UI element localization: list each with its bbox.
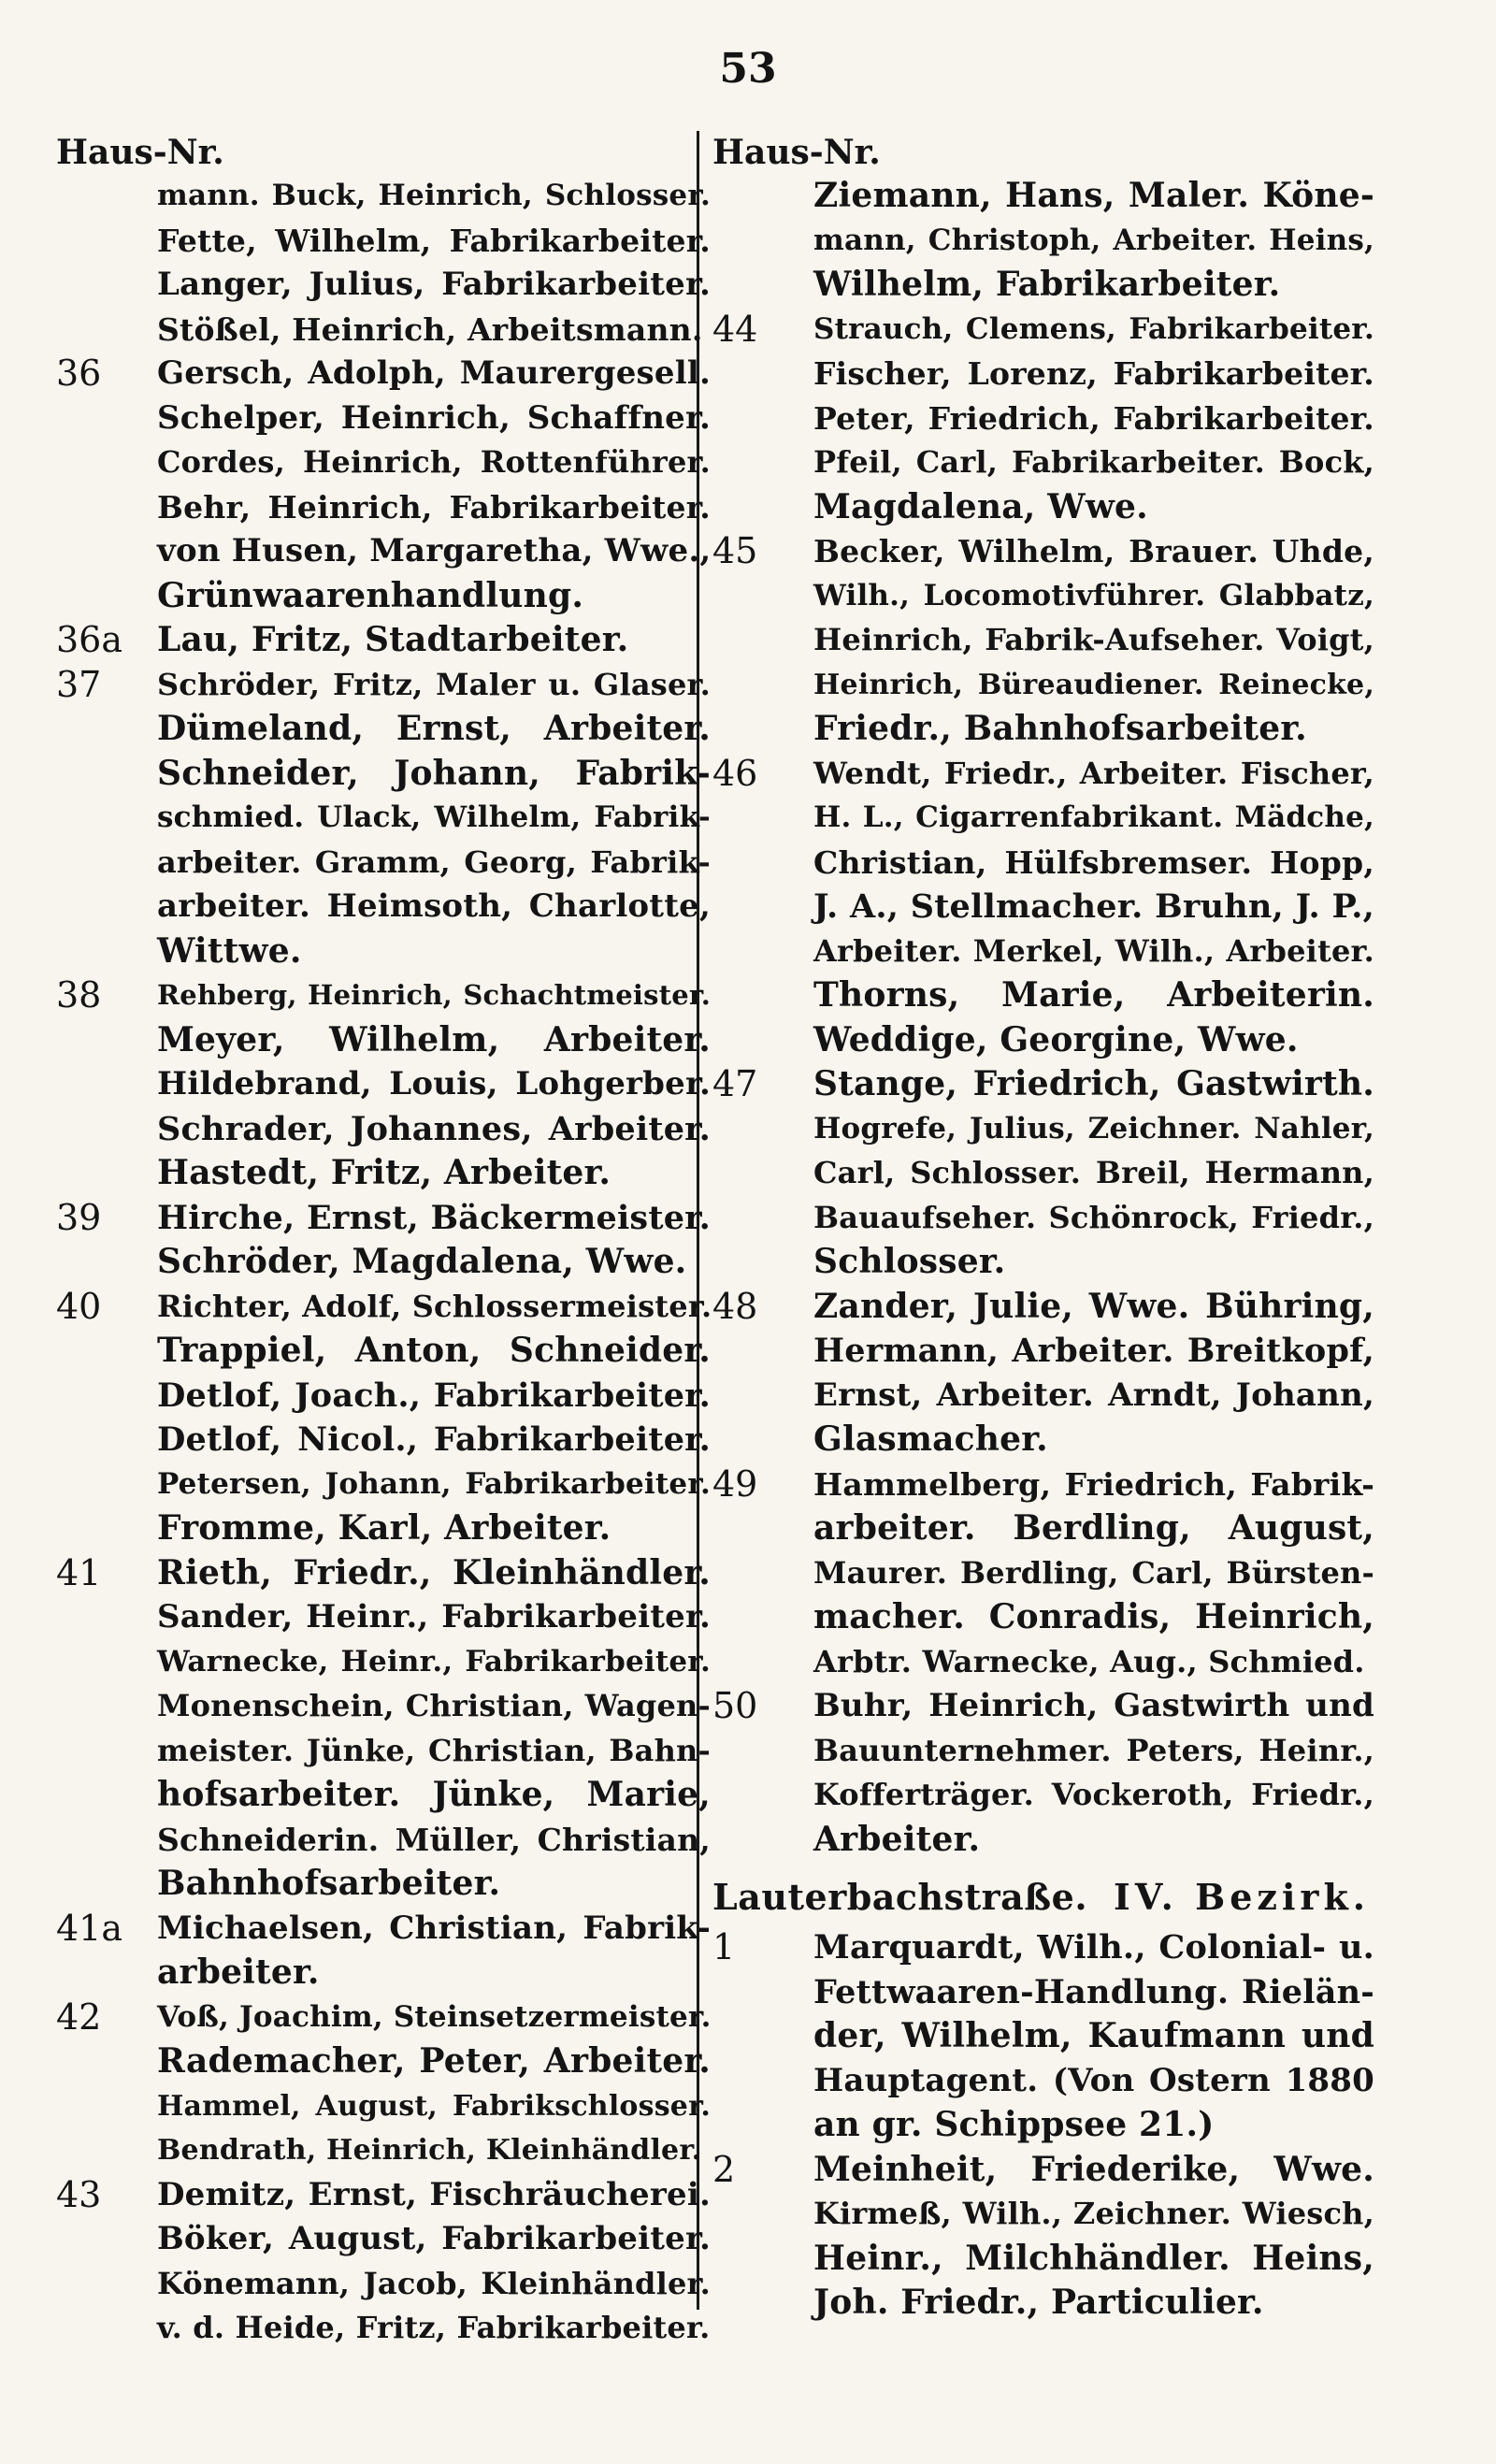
house-entry xyxy=(56,1196,711,1285)
house-entry xyxy=(56,1551,711,1907)
house-entry xyxy=(56,663,711,974)
resident-line: Fettwaaren-Handlung. Rielän- xyxy=(813,1972,1374,2011)
street-heading xyxy=(712,1869,1374,1925)
resident-line: J. A., Stellmacher. Bruhn, J. P., xyxy=(813,887,1374,926)
house-number: 45 xyxy=(712,530,758,571)
resident-line: Trappiel, Anton, Schneider. xyxy=(157,1331,711,1370)
resident-line: Carl, Schlosser. Breil, Hermann, xyxy=(813,1155,1374,1190)
resident-line: Ziemann, Hans, Maler. Köne- xyxy=(813,176,1374,215)
house-entry xyxy=(712,1925,1374,2148)
house-entry xyxy=(712,1684,1374,1862)
resident-line: von Husen, Margaretha, Wwe., xyxy=(157,532,712,569)
district-label: IV. Bezirk. xyxy=(1114,1876,1371,1918)
resident-line: Bauunternehmer. Peters, Heinr., xyxy=(813,1732,1374,1768)
house-number-header: Haus-Nr. xyxy=(56,133,224,172)
resident-line: Wilhelm, Fabrikarbeiter. xyxy=(813,265,1281,304)
resident-line: Christian, Hülfsbremser. Hopp, xyxy=(813,843,1374,881)
resident-line: Bendrath, Heinrich, Kleinhändler. xyxy=(157,2134,702,2167)
house-number: 37 xyxy=(56,663,102,705)
resident-line: Fischer, Lorenz, Fabrikarbeiter. xyxy=(813,355,1374,392)
resident-line: Schelper, Heinrich, Schaffner. xyxy=(157,398,711,437)
resident-line: Friedr., Bahnhofsarbeiter. xyxy=(813,709,1307,748)
left-column xyxy=(56,131,711,2351)
house-entry xyxy=(712,529,1374,752)
resident-line: Rademacher, Peter, Arbeiter. xyxy=(157,2041,711,2081)
house-number: 43 xyxy=(56,2173,102,2215)
resident-line: Heinrich, Fabrik-Aufseher. Voigt, xyxy=(813,622,1374,657)
resident-line: Strauch, Clemens, Fabrikarbeiter. xyxy=(813,311,1374,346)
resident-line: Wendt, Friedr., Arbeiter. Fischer, xyxy=(813,755,1374,791)
house-entry xyxy=(712,1062,1374,1285)
resident-line: Hammelberg, Friedrich, Fabrik- xyxy=(813,1465,1374,1503)
resident-line: Lau, Fritz, Stadtarbeiter. xyxy=(157,620,629,659)
resident-line: Wilh., Locomotivführer. Glabbatz, xyxy=(813,578,1374,612)
resident-line: Hirche, Ernst, Bäckermeister. xyxy=(157,1198,711,1237)
resident-line: arbeiter. Berdling, August, xyxy=(813,1508,1374,1548)
resident-line: Dümeland, Ernst, Arbeiter. xyxy=(157,709,711,748)
house-entry xyxy=(712,2148,1374,2326)
resident-line: Rieth, Friedr., Kleinhändler. xyxy=(157,1552,711,1592)
resident-line: Fromme, Karl, Arbeiter. xyxy=(157,1508,611,1548)
resident-line: Thorns, Marie, Arbeiterin. xyxy=(813,975,1374,1015)
house-entry xyxy=(712,1463,1374,1685)
resident-line: Richter, Adolf, Schlossermeister. xyxy=(157,1288,712,1324)
resident-line: Pfeil, Carl, Fabrikarbeiter. Bock, xyxy=(813,444,1374,480)
house-entry xyxy=(56,618,711,663)
house-entry xyxy=(56,174,711,352)
resident-line: Böker, August, Fabrikarbeiter. xyxy=(157,2220,711,2257)
resident-line: Schneiderin. Müller, Christian, xyxy=(157,1821,711,1858)
resident-line: Detlof, Nicol., Fabrikarbeiter. xyxy=(157,1420,711,1459)
resident-line: Magdalena, Wwe. xyxy=(813,486,1148,526)
right-column xyxy=(712,131,1374,2326)
resident-line: Detlof, Joach., Fabrikarbeiter. xyxy=(157,1376,711,1415)
street-name: Lauterbachstraße. xyxy=(712,1876,1088,1918)
house-entry xyxy=(56,1907,711,1996)
house-entry xyxy=(56,1285,711,1551)
resident-line: Heinrich, Büreaudiener. Reinecke, xyxy=(813,668,1374,701)
house-entry xyxy=(56,2173,711,2351)
resident-line: v. d. Heide, Fritz, Fabrikarbeiter. xyxy=(157,2310,711,2345)
resident-line: Arbeiter. xyxy=(813,1819,981,1859)
resident-line: Sander, Heinr., Fabrikarbeiter. xyxy=(157,1598,711,1635)
right-entries xyxy=(712,174,1374,1862)
resident-line: Schrader, Johannes, Arbeiter. xyxy=(157,1109,711,1148)
page-number: 53 xyxy=(719,45,777,93)
house-number: 44 xyxy=(712,308,758,350)
resident-line: Buhr, Heinrich, Gastwirth und xyxy=(813,1687,1374,1724)
resident-line: Arbeiter. Merkel, Wilh., Arbeiter. xyxy=(813,932,1374,969)
resident-line: Meyer, Wilhelm, Arbeiter. xyxy=(157,1019,711,1059)
resident-line: Marquardt, Wilh., Colonial- u. xyxy=(813,1928,1374,1967)
house-number: 46 xyxy=(712,752,758,794)
house-number: 41a xyxy=(56,1907,123,1949)
resident-line: macher. Conradis, Heinrich, xyxy=(813,1597,1374,1636)
resident-line: Hogrefe, Julius, Zeichner. Nahler, xyxy=(813,1111,1374,1146)
resident-line: Michaelsen, Christian, Fabrik- xyxy=(157,1909,711,1947)
house-entry xyxy=(56,1996,711,2173)
resident-line: hofsarbeiter. Jünke, Marie, xyxy=(157,1775,711,1814)
resident-line: Schlosser. xyxy=(813,1242,1006,1281)
resident-line: Könemann, Jacob, Kleinhändler. xyxy=(157,2265,711,2301)
house-entry xyxy=(56,352,711,618)
house-entry xyxy=(712,174,1374,308)
resident-line: Schröder, Fritz, Maler u. Glaser. xyxy=(157,666,711,702)
resident-line: Schneider, Johann, Fabrik- xyxy=(157,753,711,793)
resident-line: Meinheit, Friederike, Wwe. xyxy=(813,2149,1374,2189)
resident-line: Bahnhofsarbeiter. xyxy=(157,1864,501,1903)
house-number: 41 xyxy=(56,1551,102,1593)
house-number: 48 xyxy=(712,1285,758,1327)
resident-line: Monenschein, Christian, Wagen- xyxy=(157,1688,711,1723)
resident-line: Maurer. Berdling, Carl, Bürsten- xyxy=(813,1554,1374,1591)
resident-line: Voß, Joachim, Steinsetzermeister. xyxy=(157,1999,712,2034)
resident-line: Petersen, Johann, Fabrikarbeiter. xyxy=(157,1466,711,1501)
resident-line: Heinr., Milchhändler. Heins, xyxy=(813,2238,1374,2278)
resident-line: Behr, Heinrich, Fabrikarbeiter. xyxy=(157,488,711,526)
house-entry xyxy=(56,973,711,1196)
house-entry xyxy=(712,308,1374,530)
resident-line: Hammel, August, Fabrikschlosser. xyxy=(157,2089,711,2123)
house-number: 38 xyxy=(56,974,102,1016)
resident-line: Stößel, Heinrich, Arbeitsmann. xyxy=(157,310,703,348)
resident-line: Ernst, Arbeiter. Arndt, Johann, xyxy=(813,1376,1374,1414)
resident-line: Hauptagent. (Von Ostern 1880 xyxy=(813,2061,1374,2099)
resident-line: Fette, Wilhelm, Fabrikarbeiter. xyxy=(157,222,711,259)
resident-line: Langer, Julius, Fabrikarbeiter. xyxy=(157,266,711,303)
house-number: 50 xyxy=(712,1685,758,1726)
resident-line: Kirmeß, Wilh., Zeichner. Wiesch, xyxy=(813,2196,1374,2231)
house-number: 42 xyxy=(56,1996,102,2038)
house-number-header: Haus-Nr. xyxy=(712,133,881,172)
resident-line: Zander, Julie, Wwe. Bühring, xyxy=(813,1286,1374,1326)
house-number: 2 xyxy=(712,2148,736,2190)
house-number: 47 xyxy=(712,1063,758,1104)
resident-line: arbeiter. Heimsoth, Charlotte, xyxy=(157,887,711,925)
resident-line: Hildebrand, Louis, Lohgerber. xyxy=(157,1065,711,1102)
resident-line: Kofferträger. Vockeroth, Friedr., xyxy=(813,1777,1374,1812)
house-number: 1 xyxy=(712,1926,736,1967)
resident-line: Hastedt, Fritz, Arbeiter. xyxy=(157,1153,611,1192)
resident-line: der, Wilhelm, Kaufmann und xyxy=(813,2016,1374,2055)
house-number: 39 xyxy=(56,1196,102,1238)
house-number: 36a xyxy=(56,619,123,660)
resident-line: Cordes, Heinrich, Rottenführer. xyxy=(157,444,711,480)
resident-line: Gersch, Adolph, Maurergesell. xyxy=(157,354,711,392)
resident-line: Schröder, Magdalena, Wwe. xyxy=(157,1242,687,1281)
left-entries xyxy=(56,174,711,2351)
resident-line: schmied. Ulack, Wilhelm, Fabrik- xyxy=(157,800,711,834)
house-entry xyxy=(712,752,1374,1063)
resident-line: Arbtr. Warnecke, Aug., Schmied. xyxy=(813,1643,1365,1679)
street-entries xyxy=(712,1925,1374,2326)
resident-line: Bauaufseher. Schönrock, Friedr., xyxy=(813,1199,1374,1235)
resident-line: an gr. Schippsee 21.) xyxy=(813,2105,1215,2144)
resident-line: Glasmacher. xyxy=(813,1419,1048,1459)
resident-line: meister. Jünke, Christian, Bahn- xyxy=(157,1732,711,1768)
resident-line: Warnecke, Heinr., Fabrikarbeiter. xyxy=(157,1644,711,1679)
resident-line: Peter, Friedrich, Fabrikarbeiter. xyxy=(813,399,1374,437)
house-number: 49 xyxy=(712,1463,758,1505)
resident-line: mann. Buck, Heinrich, Schlosser. xyxy=(157,179,711,212)
house-number: 36 xyxy=(56,353,102,394)
resident-line: Joh. Friedr., Particulier. xyxy=(813,2283,1264,2322)
resident-line: Hermann, Arbeiter. Breitkopf, xyxy=(813,1332,1374,1370)
house-entry xyxy=(712,1285,1374,1463)
resident-line: Wittwe. xyxy=(157,930,302,971)
resident-line: arbeiter. xyxy=(157,1952,320,1992)
resident-line: Becker, Wilhelm, Brauer. Uhde, xyxy=(813,533,1374,569)
resident-line: Demitz, Ernst, Fischräucherei. xyxy=(157,2175,711,2213)
house-number: 40 xyxy=(56,1285,102,1327)
resident-line: Rehberg, Heinrich, Schachtmeister. xyxy=(157,979,711,1011)
resident-line: Weddige, Georgine, Wwe. xyxy=(813,1019,1299,1059)
resident-line: Grünwaarenhandlung. xyxy=(157,575,584,615)
resident-line: mann, Christoph, Arbeiter. Heins, xyxy=(813,223,1374,257)
resident-line: arbeiter. Gramm, Georg, Fabrik- xyxy=(157,843,711,880)
resident-line: H. L., Cigarrenfabrikant. Mädche, xyxy=(813,800,1374,834)
resident-line: Stange, Friedrich, Gastwirth. xyxy=(813,1064,1374,1103)
